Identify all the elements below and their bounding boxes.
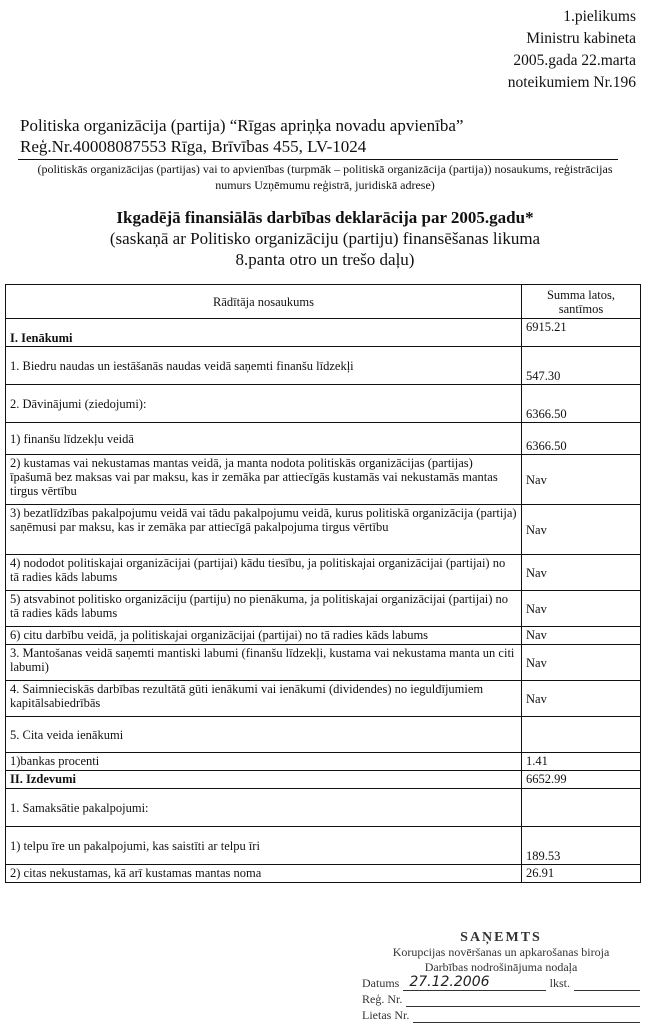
table-row: [6, 681, 641, 717]
row-name: II. Izdevumi: [6, 771, 522, 789]
row-name: 1. Samaksātie pakalpojumi:: [6, 789, 522, 827]
row-name: 2. Dāvinājumi (ziedojumi):: [6, 385, 522, 423]
stamp-count-line: [574, 990, 640, 991]
row-name: 1) finanšu līdzekļu veidā: [6, 423, 522, 455]
title-sub-2: 8.panta otro un trešo daļu): [235, 250, 415, 269]
table-row: [6, 591, 641, 627]
row-value: Nav: [522, 455, 641, 505]
document-title: [0, 207, 650, 270]
row-name: 2) kustamas vai nekustamas mantas veidā, ja manta nodota politiskās organizācijas (partijas) īpašumā bez maksas vai par maksu, kas ir zemāka par attiecīgās kustamās vai nekustamās mantas tirgus vērtību: [6, 455, 522, 505]
row-name: 1. Biedru naudas un iestāšanās naudas veidā saņemti finanšu līdzekļi: [6, 347, 522, 385]
table-row: [6, 865, 641, 883]
table-row: [6, 717, 641, 753]
row-value: Nav: [522, 505, 641, 555]
divider: [18, 159, 618, 160]
organization-note: (politiskās organizācijas (partijas) vai to apvienības (turpmāk – politiskā organizācija (partija)) nosaukums, reģistrācijas numurs Uzņēmumu reģistrā, juridiskā adrese): [37, 162, 613, 192]
stamp-title: SAŅEMTS: [460, 930, 542, 945]
table-row: [6, 347, 641, 385]
row-value: 26.91: [522, 865, 641, 883]
table-row: [6, 385, 641, 423]
stamp-date-label: Datums: [362, 976, 400, 990]
stamp-reg-line: [406, 1006, 640, 1007]
stamp-date-field: [362, 975, 640, 991]
stamp-case-line: [413, 1022, 640, 1023]
table-header-row: [6, 285, 641, 319]
stamp-count-label: lkst.: [549, 976, 570, 990]
row-name: 3. Mantošanas veidā saņemti mantiski labumi (finanšu līdzekļi, kustama vai nekustama manta un citi labumi): [6, 645, 522, 681]
row-name: 1)bankas procenti: [6, 753, 522, 771]
organization-registration: Reģ.Nr.40008087553 Rīga, Brīvības 455, LV-1024: [20, 137, 367, 156]
row-value: Nav: [522, 555, 641, 591]
table-row: [6, 319, 641, 347]
row-name: 4. Saimnieciskās darbības rezultātā gūti ienākumi vai ienākumi (dividendes) no ieguldījumiem kapitālsabiedrībās: [6, 681, 522, 717]
received-stamp: [362, 930, 640, 1023]
row-name: 3) bezatlīdzības pakalpojumu veidā vai tādu pakalpojumu veidā, kurus politiskā organizācija (partija) saņēmusi par maksu, kas ir zemāka par attiecīgā pakalpojuma tirgus vērtību: [6, 505, 522, 555]
row-value: 1.41: [522, 753, 641, 771]
table-row: [6, 627, 641, 645]
column-header-name: Rādītāja nosaukums: [6, 285, 522, 319]
row-name: 5. Cita veida ienākumi: [6, 717, 522, 753]
table-row: [6, 423, 641, 455]
row-value: Nav: [522, 645, 641, 681]
annex-line-3: 2005.gada 22.marta: [513, 52, 636, 69]
stamp-department: Darbības nodrošinājuma nodaļa: [424, 960, 578, 974]
table-row: [6, 505, 641, 555]
annex-line-4: noteikumiem Nr.196: [507, 74, 636, 91]
row-name: 5) atsvabinot politisko organizāciju (partiju) no pienākuma, ja politiskajai organizācijai (partijai) no tā radies kāds labums: [6, 591, 522, 627]
row-name: 2) citas nekustamas, kā arī kustamas mantas noma: [6, 865, 522, 883]
table-row: [6, 555, 641, 591]
annex-reference: [508, 6, 636, 94]
table-row: [6, 455, 641, 505]
table-row: [6, 753, 641, 771]
row-name: I. Ienākumi: [6, 319, 522, 347]
row-value: 6915.21: [522, 319, 641, 347]
column-header-sum: Summa latos, santīmos: [522, 285, 641, 319]
table-row: [6, 827, 641, 865]
table-row: [6, 789, 641, 827]
table-row: [6, 645, 641, 681]
row-value: 189.53: [522, 827, 641, 865]
stamp-case-field: [362, 1007, 640, 1023]
title-main: Ikgadējā finansiālās darbības deklarācija par 2005.gadu*: [116, 208, 534, 227]
annex-line-1: 1.pielikums: [563, 8, 636, 25]
row-value: 6366.50: [522, 423, 641, 455]
row-value: 6366.50: [522, 385, 641, 423]
table-row: [6, 771, 641, 789]
row-value: Nav: [522, 681, 641, 717]
row-value: [522, 717, 641, 753]
stamp-case-label: Lietas Nr.: [362, 1008, 410, 1022]
row-name: 6) citu darbību veidā, ja politiskajai organizācijai (partijai) no tā radies kāds labums: [6, 627, 522, 645]
row-name: 1) telpu īre un pakalpojumi, kas saistīti ar telpu īri: [6, 827, 522, 865]
declaration-table: [5, 284, 641, 883]
title-sub-1: (saskaņā ar Politisko organizāciju (partiju) finansēšanas likuma: [109, 229, 541, 248]
annex-line-2: Ministru kabineta: [526, 30, 636, 47]
stamp-reg-label: Reģ. Nr.: [362, 992, 403, 1006]
stamp-date-value: 27.12.2006: [403, 975, 545, 991]
stamp-reg-field: [362, 991, 640, 1007]
stamp-office: Korupcijas novēršanas un apkarošanas biroja: [392, 945, 610, 959]
row-value: Nav: [522, 591, 641, 627]
row-value: 6652.99: [522, 771, 641, 789]
row-value: 547.30: [522, 347, 641, 385]
row-value: [522, 789, 641, 827]
row-name: 4) nododot politiskajai organizācijai (partijai) kādu tiesību, ja politiskajai organizācijai (partijai) no tā radies kāds labums: [6, 555, 522, 591]
organization-name: Politiska organizācija (partija) “Rīgas apriņķa novadu apvienība”: [20, 116, 464, 135]
row-value: Nav: [522, 627, 641, 645]
